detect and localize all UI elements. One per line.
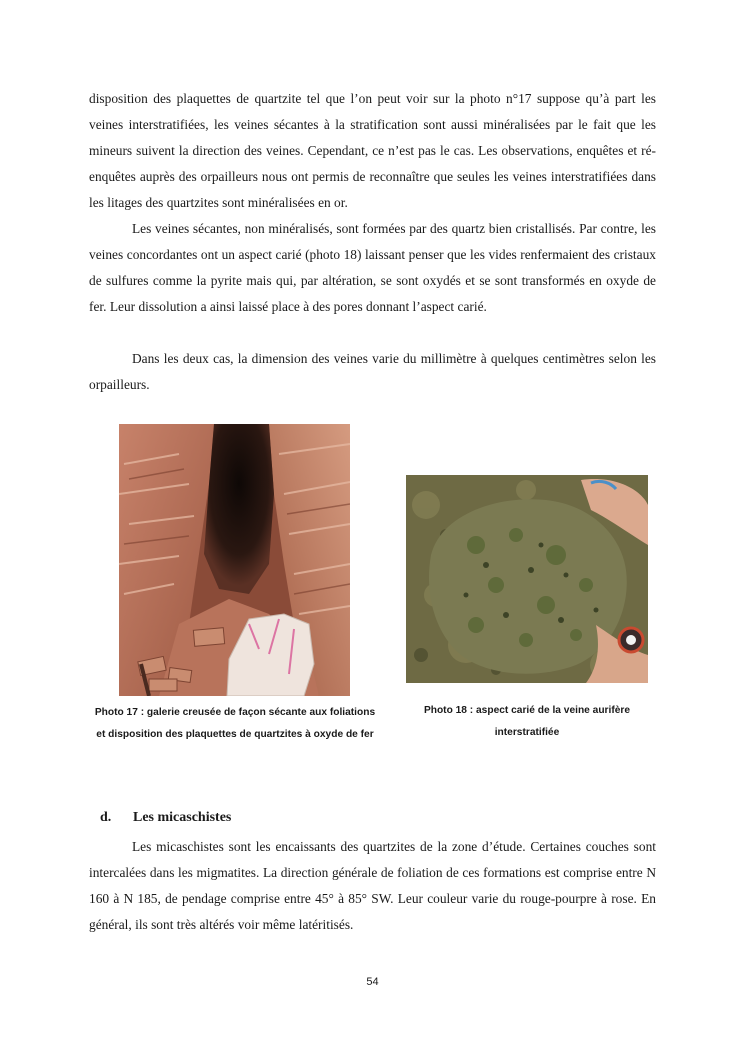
photo-17-caption: Photo 17 : galerie creusée de façon sécante aux foliations et disposition des plaquettes de quartzites à oxyde de fer (94, 707, 376, 740)
paragraph-secant-veins: Les veines sécantes, non minéralisés, sont formées par des quartz bien cristallisés. Par contre, les veines concordantes ont un aspect carié (photo 18) laissant penser que les vides renfermaient des cristaux de sulfures comme la pyrite mais qui, par altération, se sont oxydés et se sont transformés en oxyde de fer. Leur dissolution a ainsi laissé place à des pores donnant l’aspect carié. (89, 221, 656, 314)
section-title: Les micaschistes (133, 810, 232, 825)
page-number: 54 (366, 976, 379, 988)
paragraph-veins-disposition: disposition des plaquettes de quartzite tel que l’on peut voir sur la photo n°17 suppose qu’à part les veines interstratifiées, les veines sécantes à la stratification sont aussi minéralisées par le fait que les mineurs suivent la direction des veines. Cependant, ce n’est pas le cas. Les observations, enquêtes et ré-enquêtes auprès des orpailleurs nous ont permis de reconnaître que seules les veines interstratifiées dans les litages des quartzites sont minéralisées en or. (89, 91, 656, 210)
section-letter: d. (100, 810, 112, 825)
paragraph-micaschists: Les micaschistes sont les encaissants des quartzites de la zone d’étude. Certaines couches sont intercalées dans les migmatites. La direction générale de foliation de ces formations est comprise entre N 160 à N 185, de pendage comprise entre 45° à 85° SW. Leur couleur varie du rouge-pourpre à rose. En général, ils sont très altérés voir même latéritisés. (89, 839, 656, 932)
photo-17-gallery (119, 424, 350, 696)
photo-18-carious-vein (406, 475, 648, 683)
section-heading (100, 810, 231, 826)
photo-18-caption: Photo 18 : aspect carié de la veine aurifère interstratifiée (423, 705, 631, 738)
paragraph-vein-dimension: Dans les deux cas, la dimension des veines varie du millimètre à quelques centimètres selon les orpailleurs. (89, 351, 656, 392)
